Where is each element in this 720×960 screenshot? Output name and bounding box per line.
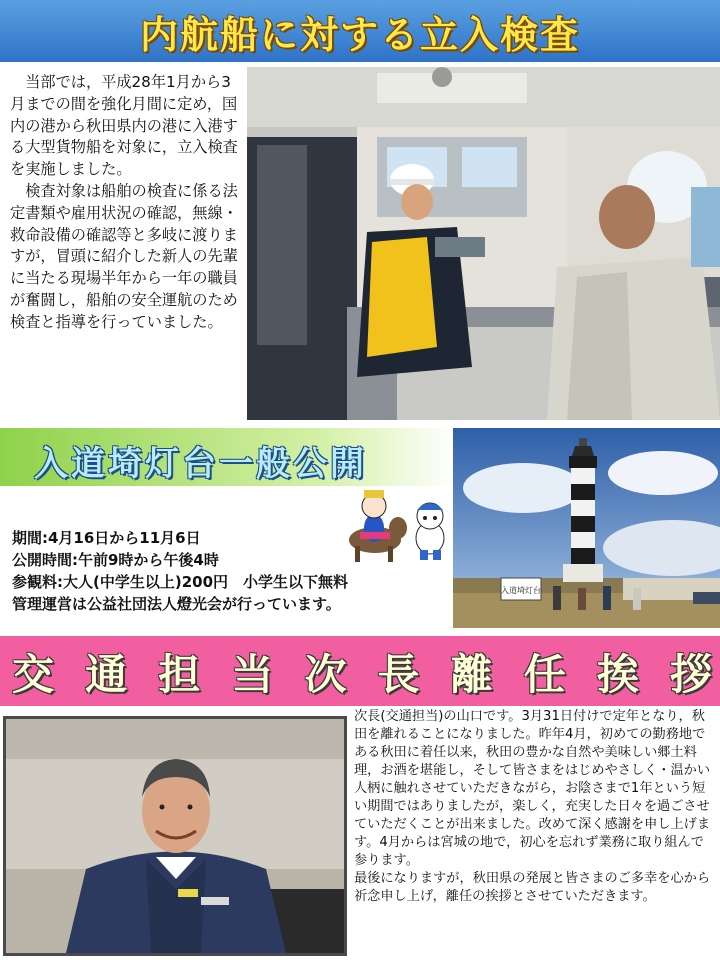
farewell-title-char: 通	[85, 650, 128, 699]
farewell-title-char: 拶	[669, 650, 712, 699]
lighthouse-header	[0, 428, 455, 486]
farewell-title-char: 任	[523, 650, 566, 699]
mascot-illustration	[340, 488, 450, 564]
ship-bridge-inspection-photo	[247, 67, 720, 420]
info-period: 期間:4月16日から11月6日	[12, 529, 201, 547]
inspection-paragraph-1: 当部では，平成28年1月から3月までの間を強化月間に定め，国内の港から秋田県内の港に入港する大型貨物船を対象に，立入検査を実施しました。	[10, 73, 238, 179]
info-hours: 公開時間:午前9時から午後4時	[12, 551, 219, 569]
inspection-header	[0, 0, 720, 62]
inspection-text	[10, 72, 238, 334]
lighthouse-sign-text: 入道埼灯台	[501, 586, 541, 595]
deputy-director-portrait	[6, 719, 344, 953]
farewell-header	[0, 636, 720, 706]
farewell-title-char: 次	[304, 650, 347, 699]
farewell-paragraph-2: 最後になりますが，秋田県の発展と皆さまのご多幸を心から祈念申し上げ，離任の挨拶とさせていただきます。	[354, 871, 711, 904]
info-fee: 参観料:大人(中学生以上)200円 小学生以下無料	[12, 573, 349, 591]
farewell-title-char: 挨	[596, 650, 639, 699]
inspection-title: 内航船に対する立入検査	[139, 13, 580, 57]
farewell-title-char: 当	[231, 650, 274, 699]
farewell-title-char: 交	[12, 650, 55, 699]
farewell-paragraph-1: 次長(交通担当)の山口です。3月31日付けで定年となり，秋田を離れることになりました。昨年4月，初めての勤務地である秋田に着任以来，秋田の豊かな自然や美味しい郷土料理，お酒を堪能し，そして皆さまをはじめやさしく・温かい人柄に触れさせていただきながら，お陰さまで1年という短い期間ではありましたが，楽しく，充実した日々を過ごさせていただくことが出来ました。改めて深く感謝を申し上げます。4月からは宮城の地で，初心を忘れず業務に取り組んで参ります。	[354, 709, 711, 868]
farewell-title-char: 長	[377, 650, 420, 699]
farewell-title-char: 離	[450, 650, 493, 699]
farewell-title-char: 担	[158, 650, 201, 699]
info-operator: 管理運営は公益社団法人燈光会が行っています。	[12, 595, 341, 613]
inspection-paragraph-2: 検査対象は船舶の検査に係る法定書類や雇用状況の確認，無線・救命設備の確認等と多岐に渡りますが，冒頭に紹介した新人の先輩に当たる現場半年から一年の職員が奮闘し，船舶の安全運航のため検査と指導を行っていました。	[10, 181, 238, 331]
farewell-title	[12, 642, 712, 702]
farewell-text	[354, 708, 716, 906]
lighthouse-title: 入道埼灯台一般公開	[34, 444, 367, 484]
lighthouse-info	[12, 527, 348, 615]
lighthouse-photo	[453, 428, 720, 628]
